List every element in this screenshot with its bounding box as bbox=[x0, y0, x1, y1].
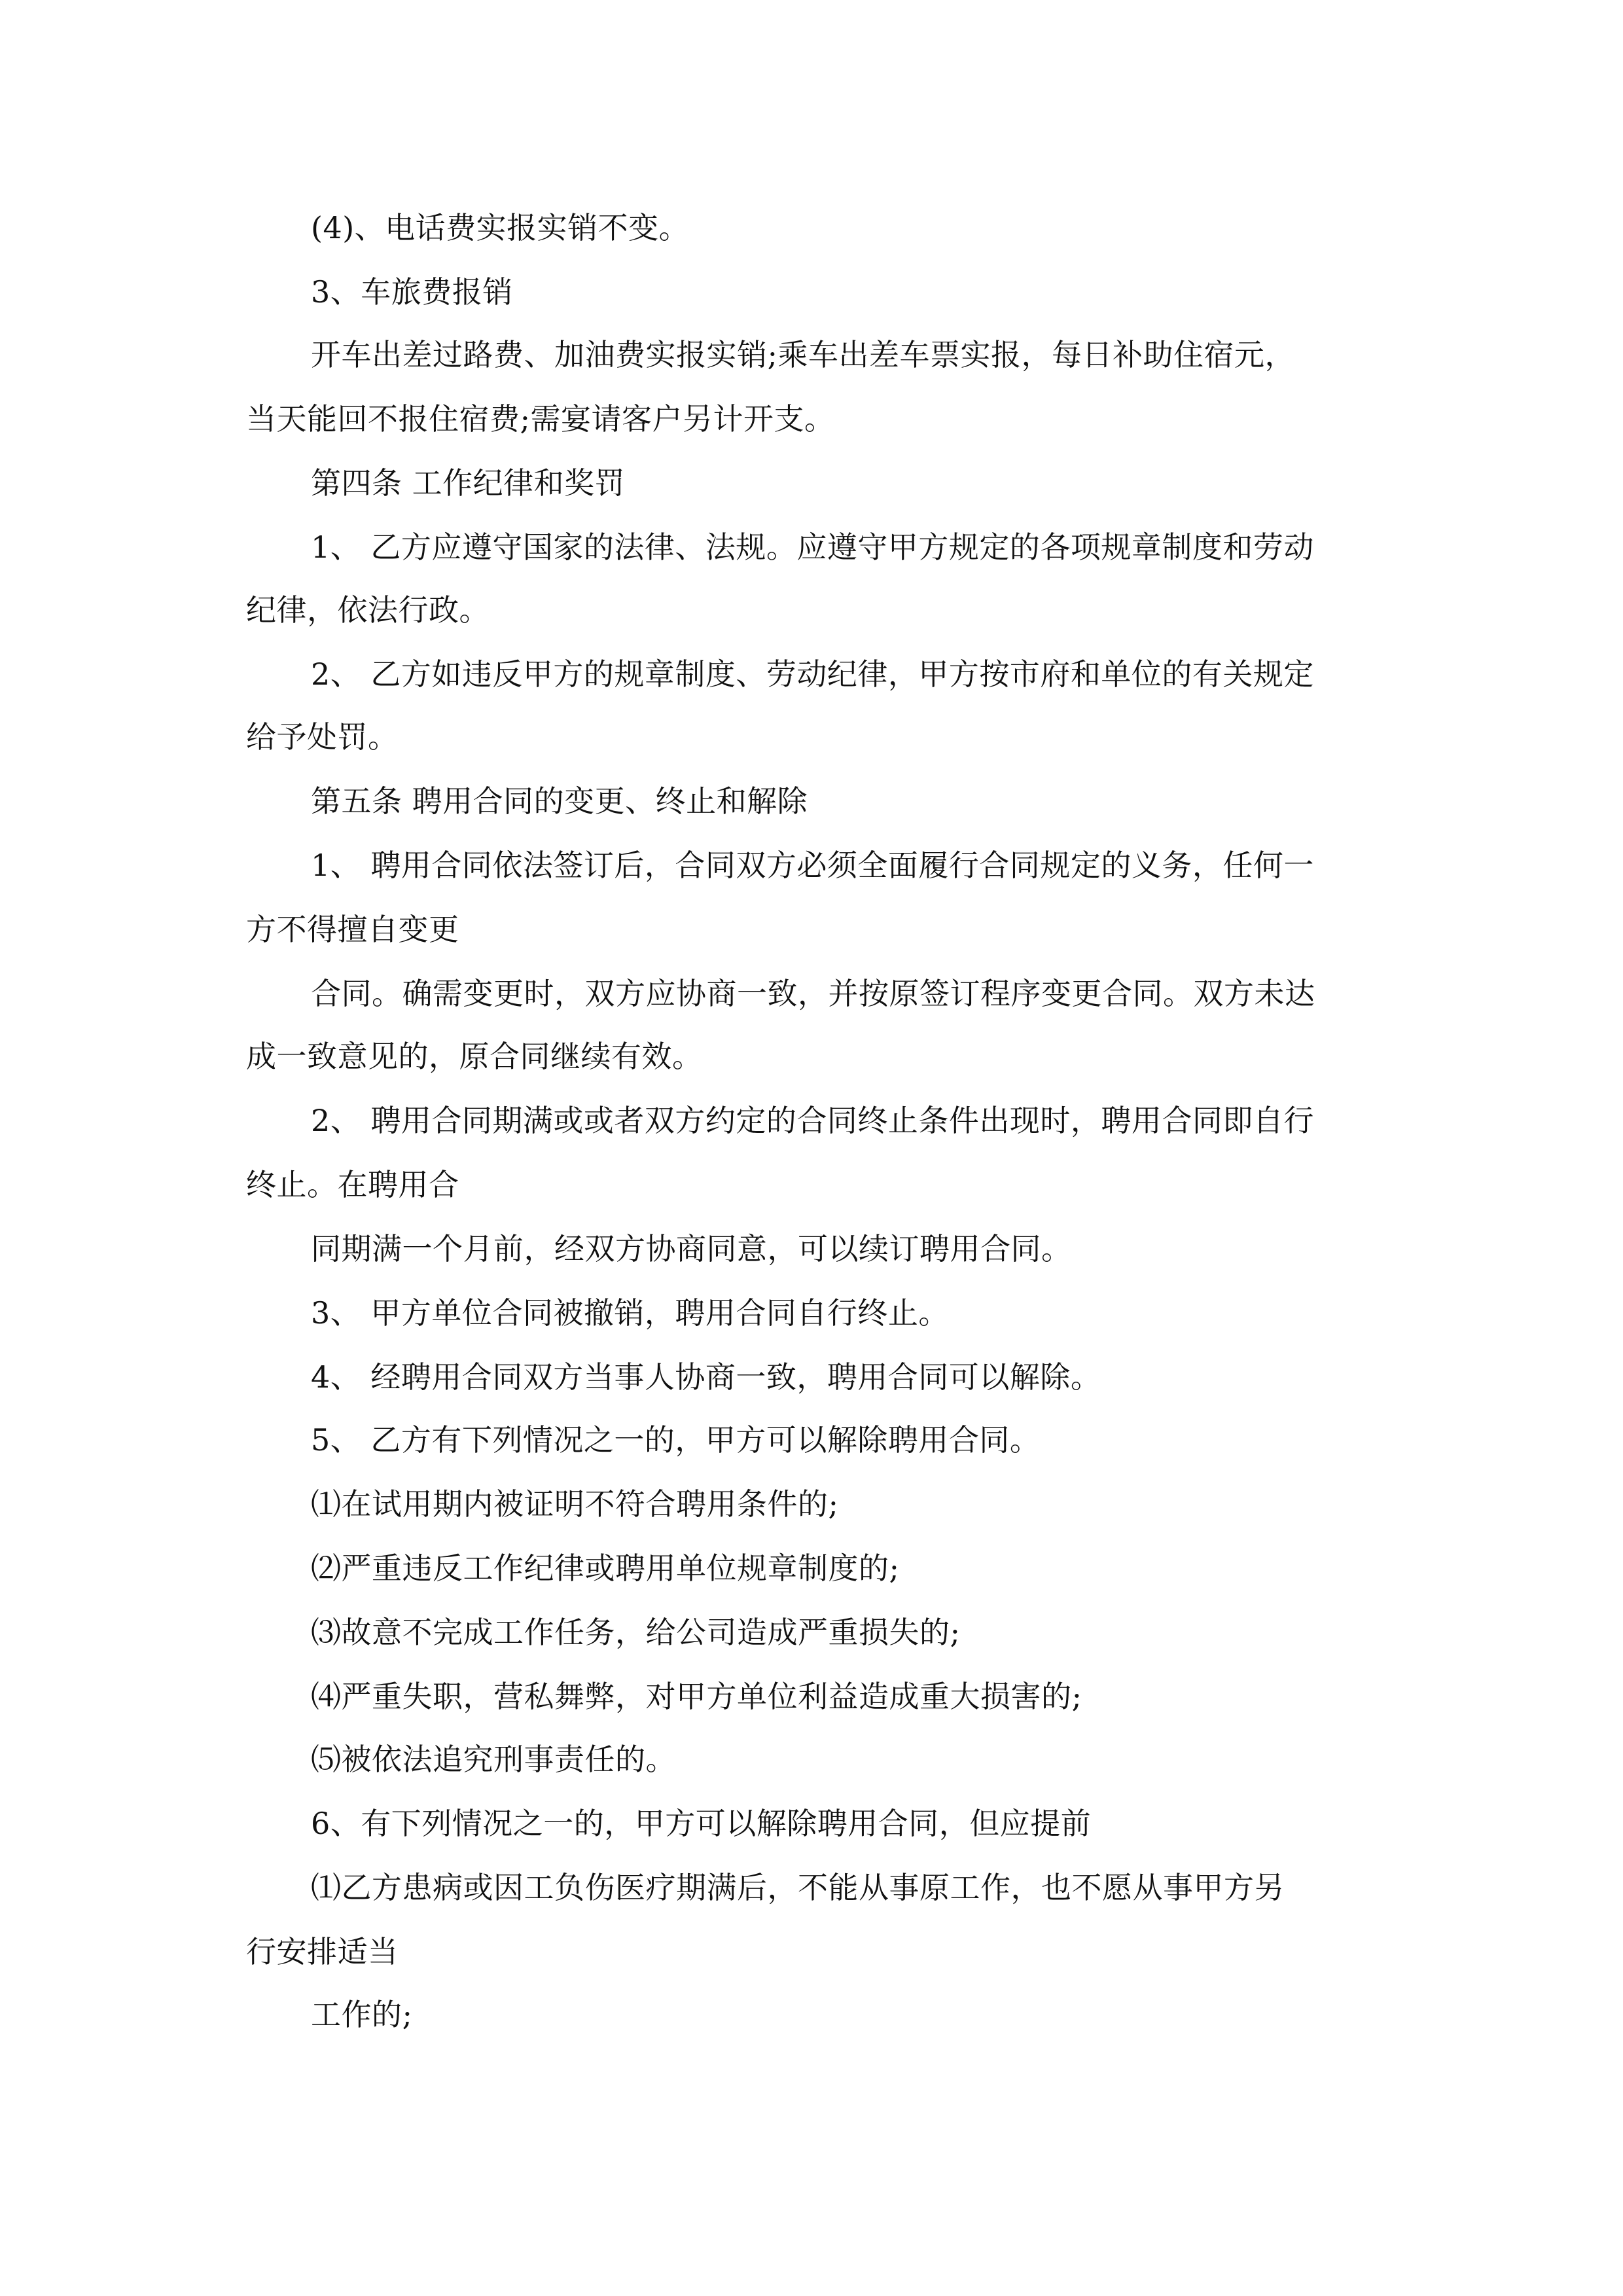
list-item: ⑸被依法追究刑事责任的。 bbox=[311, 1742, 676, 1777]
text-line: 同期满一个月前，经双方协商同意，可以续订聘用合同。 bbox=[311, 1231, 1072, 1266]
text-line: 3、 甲方单位合同被撤销，聘用合同自行终止。 bbox=[311, 1295, 949, 1331]
text-line: 6、有下列情况之一的，甲方可以解除聘用合同，但应提前 bbox=[311, 1806, 1092, 1841]
text-line: 方不得擅自变更 bbox=[246, 912, 459, 947]
text-line: (4)、电话费实报实销不变。 bbox=[311, 210, 690, 245]
list-item: ⑷严重失职，营私舞弊，对甲方单位利益造成重大损害的; bbox=[311, 1679, 1082, 1714]
text-line: 2、 乙方如违反甲方的规章制度、劳动纪律，甲方按市府和单位的有关规定 bbox=[311, 656, 1314, 692]
list-item: ⑴乙方患病或因工负伤医疗期满后，不能从事原工作，也不愿从事甲方另 bbox=[311, 1870, 1285, 1905]
text-line: 成一致意见的，原合同继续有效。 bbox=[246, 1039, 703, 1074]
text-line: 工作的; bbox=[311, 1997, 413, 2032]
list-item: ⑵严重违反工作纪律或聘用单位规章制度的; bbox=[311, 1551, 900, 1586]
list-item: ⑶故意不完成工作任务，给公司造成严重损失的; bbox=[311, 1615, 961, 1650]
text-line: 5、 乙方有下列情况之一的，甲方可以解除聘用合同。 bbox=[311, 1422, 1041, 1458]
section-heading: 第五条 聘用合同的变更、终止和解除 bbox=[311, 783, 808, 819]
text-line: 2、 聘用合同期满或或者双方约定的合同终止条件出现时，聘用合同即自行 bbox=[311, 1103, 1314, 1138]
text-line: 3、车旅费报销 bbox=[311, 274, 513, 310]
text-line: 终止。在聘用合 bbox=[246, 1167, 459, 1202]
text-line: 当天能回不报住宿费;需宴请客户另计开支。 bbox=[246, 401, 835, 437]
text-line: 行安排适当 bbox=[246, 1934, 399, 1969]
list-item: ⑴在试用期内被证明不符合聘用条件的; bbox=[311, 1486, 839, 1522]
text-line: 合同。确需变更时，双方应协商一致，并按原签订程序变更合同。双方未达 bbox=[311, 976, 1315, 1011]
text-line: 1、 乙方应遵守国家的法律、法规。应遵守甲方规定的各项规章制度和劳动 bbox=[311, 529, 1314, 565]
text-line: 纪律，依法行政。 bbox=[246, 592, 490, 628]
text-line: 4、 经聘用合同双方当事人协商一致，聘用合同可以解除。 bbox=[311, 1359, 1101, 1395]
text-line: 1、 聘用合同依法签订后，合同双方必须全面履行合同规定的义务，任何一 bbox=[311, 848, 1314, 883]
text-line: 开车出差过路费、加油费实报实销;乘车出差车票实报，每日补助住宿元， bbox=[311, 337, 1295, 372]
text-line: 给予处罚。 bbox=[246, 719, 399, 755]
section-heading: 第四条 工作纪律和奖罚 bbox=[311, 465, 626, 501]
